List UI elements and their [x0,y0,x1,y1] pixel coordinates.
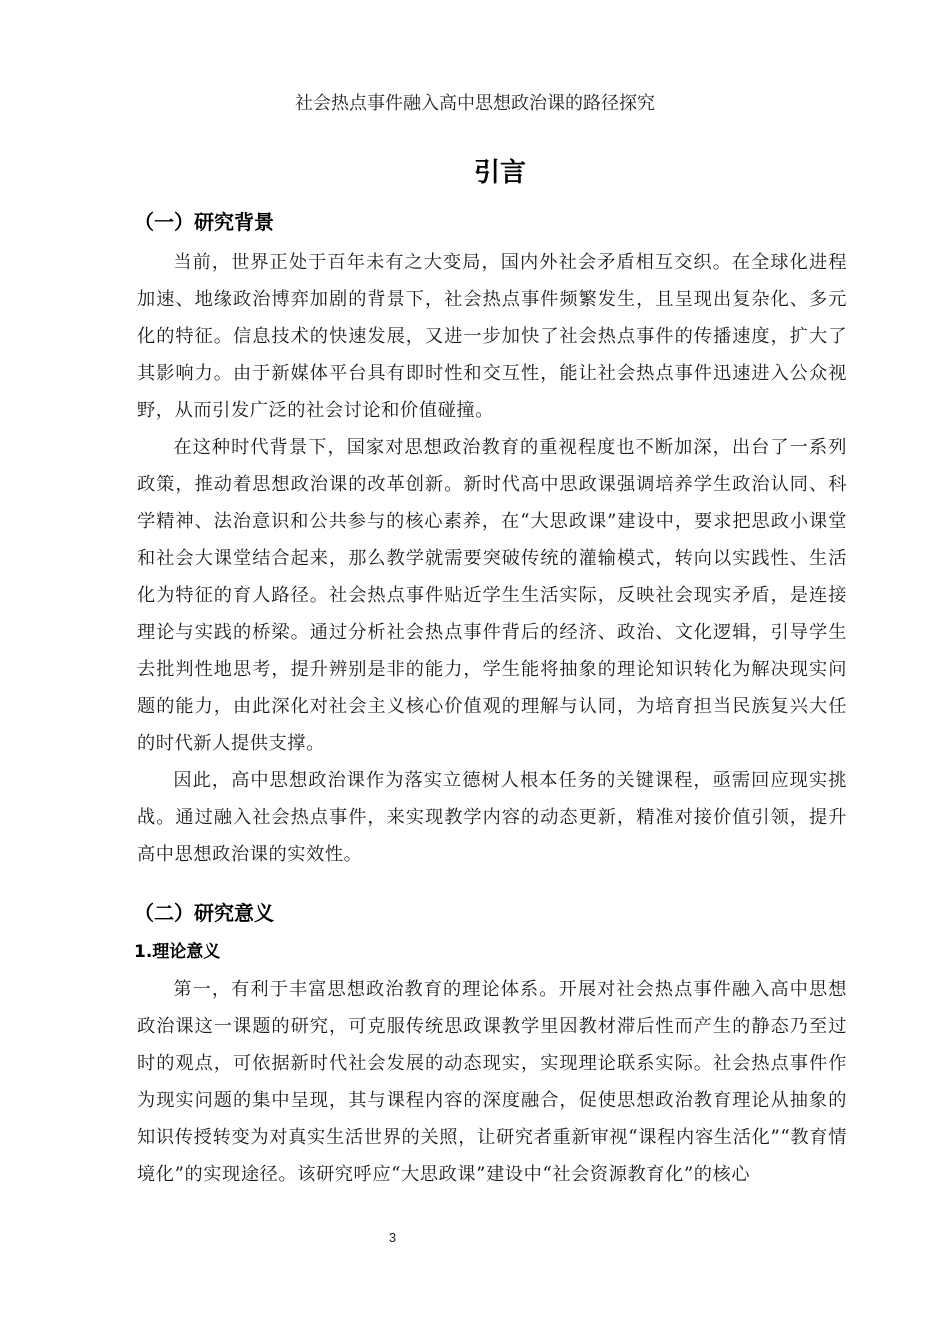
section-heading-significance: （二）研究意义 [134,901,274,925]
paragraph-theoretical-1: 第一，有利于丰富思想政治教育的理论体系。开展对社会热点事件融入高中思想政治课这一课题的研究，可克服传统思政课教学里因教材滞后性而产生的静态乃至过时的观点，可依据新时代社会发展的动态现实，实现理论联系实际。社会热点事件作为现实问题的集中呈现，其与课程内容的深度融合，促使思想政治教育理论从抽象的知识传授转变为对真实生活世界的关照，让研究者重新审视“课程内容生活化”“教育情境化”的实现途径。该研究呼应“大思政课”建设中“社会资源教育化”的核心 [137,979,847,1185]
paragraph-background-2: 在这种时代背景下，国家对思想政治教育的重视程度也不断加深，出台了一系列政策，推动着思想政治课的改革创新。新时代高中思政课强调培养学生政治认同、科学精神、法治意识和公共参与的核心素养，在“大思政课”建设中，要求把思政小课堂和社会大课堂结合起来，那么教学就需要突破传统的灌输模式，转向以实践性、生活化为特征的育人路径。社会热点事件贴近学生生活实际，反映社会现实矛盾，是连接理论与实践的桥梁。通过分析社会热点事件背后的经济、政治、文化逻辑，引导学生去批判性地思考，提升辨别是非的能力，学生能将抽象的理论知识转化为解决现实问题的能力，由此深化对社会主义核心价值观的理解与认同，为培育担当民族复兴大任的时代新人提供支撑。 [137,437,847,754]
section-heading-background: （一）研究背景 [134,210,274,234]
page-number: 3 [388,1230,397,1245]
running-header: 社会热点事件融入高中思想政治课的路径探究 [295,93,655,114]
paragraph-background-3: 因此，高中思想政治课作为落实立德树人根本任务的关键课程，亟需回应现实挑战。通过融入社会热点事件，来实现教学内容的动态更新，精准对接价值引领，提升高中思想政治课的实效性。 [137,770,847,865]
subsection-heading-theoretical: 1.理论意义 [134,942,221,962]
paragraph-background-1: 当前，世界正处于百年未有之大变局，国内外社会矛盾相互交织。在全球化进程加速、地缘政治博弈加剧的背景下，社会热点事件频繁发生，且呈现出复杂化、多元化的特征。信息技术的快速发展，又进一步加快了社会热点事件的传播速度，扩大了其影响力。由于新媒体平台具有即时性和交互性，能让社会热点事件迅速进入公众视野，从而引发广泛的社会讨论和价值碰撞。 [137,252,847,421]
chapter-title: 引言 [473,158,526,188]
